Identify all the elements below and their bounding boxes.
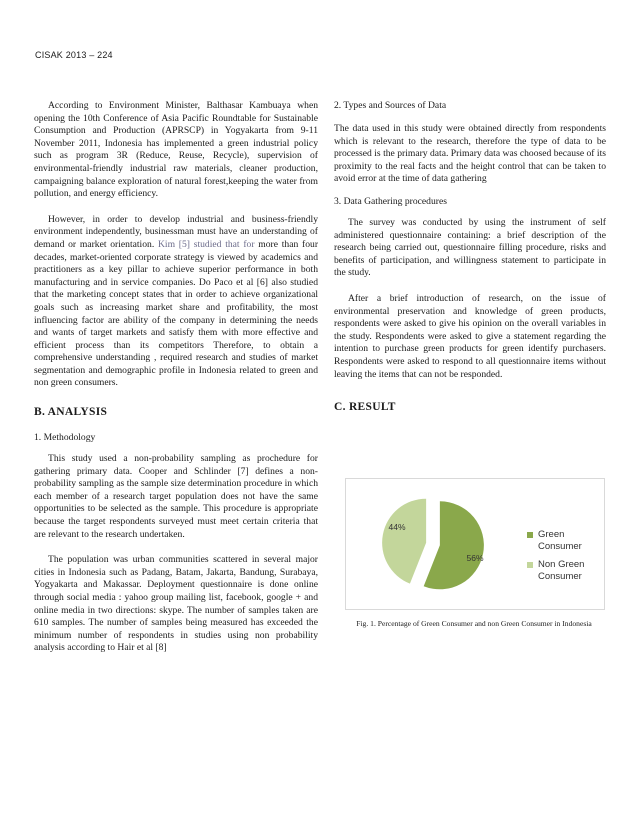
- left-column: [34, 100, 318, 655]
- paragraph-text: However, in order to develop industrial and business-friendly environment independently, businessman must have an understanding of demand or market orientation.: [34, 213, 318, 250]
- legend-label: Green Consumer: [538, 529, 582, 552]
- paragraph-data-sources: The data used in this study were obtained directly from respondents which is relevant to the research, therefore the type of data to be processed is the primary data. Primary data was choosed because of its proximity to the real facts and the height control that can be taken to avoid error at the time of data gathering: [334, 123, 606, 185]
- paragraph-procedure: After a brief introduction of research, on the issue of environmental preservation and knowledge of green products, respondents were asked to give his opinion on the overall variables in the study. Respondents were asked to give a statement regarding the intention to purchase green products for green identify purchasers. Respondents were asked to respond to all questionnaire items without leaving the items that can not be responded.: [334, 292, 606, 380]
- paragraph-text: more than four decades, market-oriented corporate strategy is viewed by academics and practitioners as a key pillar to achieve superior performance in both manufacturing and in service companies. Do Paco et al [6] also studied that the marketing concept states that in order to achieve organizational goals such as increasing market share and profitability, the most influencing factor are ability of the company in determining the needs and wants of target markets and satisfy them with more effective and efficient process than its competitors Therefore, to obtain a comprehensive understanding , required research and studies of market segmentation and demographic profile in Indonesia related to green and non green consumers.: [34, 238, 319, 389]
- paragraph-market-orientation: [34, 214, 318, 390]
- chart-legend: [527, 529, 596, 589]
- running-head: CISAK 2013 – 224: [35, 50, 113, 60]
- pie-label-green: 56%: [466, 553, 484, 564]
- section-heading-analysis: B. ANALYSIS: [34, 406, 108, 419]
- legend-item-green: [527, 529, 596, 553]
- legend-item-non-green: [527, 559, 596, 583]
- legend-swatch-green: [527, 532, 533, 538]
- paragraph-intro: According to Environment Minister, Balthasar Kambuaya when opening the 10th Conference of Asia Pacific Roundtable for Sustainable Consumption and Production (APRSCP) in Yogyakarta from 9-11 November 2011, Indonesia has implemented a green industrial policy such as program 3R (Reduce, Reuse, Recycle), supervision of environmental-friendly industrial raw materials, cleaner production, campaigning balance exploration of natural forest,keeping the water from pollution, and energy efficiency.: [34, 100, 318, 200]
- paragraph-survey: The survey was conducted by using the instrument of self administered questionnaire containing: a brief description of the research being carried out, questionnaire filling procedure, risks and benefits of participation, and willingness statement to participate in the study.: [334, 216, 606, 279]
- right-column: [334, 100, 606, 413]
- legend-label: Non Green Consumer: [538, 559, 585, 582]
- pie-slice-green: [424, 501, 484, 589]
- legend-swatch-non-green: [527, 562, 533, 568]
- subheading-data-types: 2. Types and Sources of Data: [334, 100, 447, 111]
- figure-caption: Fig. 1. Percentage of Green Consumer and non Green Consumer in Indonesia: [356, 619, 592, 628]
- paragraph-population: The population was urban communities scattered in several major cities in Indonesia such as Padang, Batam, Jakarta, Bandung, Surabaya, Yogyakarta and Makassar. Deployment questionnaire is done online through social media : yahoo group mailing list, facebook, google + and online media in two directions: skype. The number of samples taken are 610 samples. The number of samples being measured has exceeded the minimum number of respondents in studies using non probability analysis according to Hair et al [8]: [34, 554, 318, 654]
- pie-slice-non-green: [382, 499, 426, 584]
- citation-kim: Kim [5] studied that for: [157, 238, 255, 250]
- section-heading-result: C. RESULT: [334, 401, 396, 414]
- subheading-methodology: 1. Methodology: [34, 432, 96, 444]
- subheading-data-gathering: 3. Data Gathering procedures: [334, 195, 447, 207]
- pie-label-non-green: 44%: [388, 521, 406, 532]
- paragraph-sampling: This study used a non-probability sampling as prochedure for gathering primary data. Cooper and Schlinder [7] defines a non-probability sampling as the sample size determination procedure in which each member of a research target population does not have the same opportunities to be selected as the sample. This procedure is appropriate because the target respondents surveyed must meet certain criteria that are relevant to the research undertaken.: [34, 453, 318, 540]
